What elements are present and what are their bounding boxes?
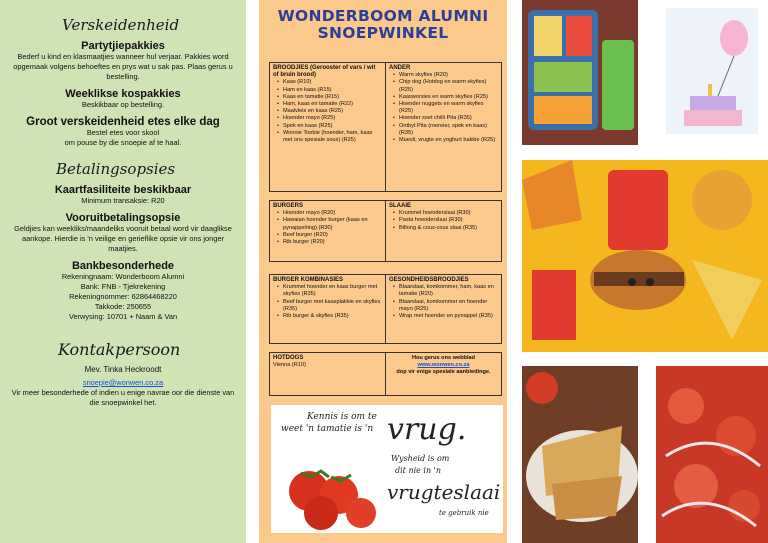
menu-item: • Ontbyt Pita (roereier, spek en kaas) (R35) bbox=[393, 123, 498, 137]
menu-item: Vienna (R10) bbox=[273, 362, 306, 369]
menu-item: • Muesli, vrugte en yoghurt bakkie (R25) bbox=[393, 137, 498, 144]
card-text: Minimum transaksie: R20 bbox=[81, 196, 165, 205]
menu-item: • Krummel hoenderslaai (R30) bbox=[393, 210, 498, 217]
lunchbox-photo bbox=[522, 0, 638, 145]
party-title: Partytjiepakkies bbox=[81, 40, 165, 52]
ander-section bbox=[385, 63, 501, 191]
tomato-salad-photo bbox=[656, 366, 768, 543]
contact-email-link[interactable]: snoepie@wonwen.co.za bbox=[82, 378, 164, 387]
website-link[interactable]: www.wonwen.co.za bbox=[417, 362, 470, 369]
shop-title-line1: WONDERBOOM ALUMNI bbox=[277, 7, 489, 25]
card-title: Kaartfasiliteite beskikbaar bbox=[54, 184, 192, 196]
section-heading: HOTDOGS bbox=[273, 355, 304, 361]
variety-title: Groot verskeidenheid etes elke dag bbox=[26, 116, 220, 128]
menu-item: • Rib burger (R20) bbox=[277, 239, 382, 246]
info-panel bbox=[0, 0, 246, 543]
section-heading: BURGERS bbox=[273, 203, 304, 209]
menu-item: • Hoender soet chilli Pita (R35) bbox=[393, 115, 498, 122]
menu-item: • Chip dog (Hotdog en warm skyfies) (R25) bbox=[393, 79, 498, 93]
notice-text: dop vir enige spesiale aanbiedinge. bbox=[396, 369, 491, 376]
menu-item: • Maalvleis en kaas (R25) bbox=[277, 108, 382, 115]
cartoon-junk-food-illustration bbox=[522, 160, 768, 352]
poster-line3: Wysheid is om bbox=[391, 454, 450, 463]
menu-item: • Hoender nuggets en warm skyfies (R25) bbox=[393, 101, 498, 115]
menu-box-burgers-slaaie bbox=[269, 200, 502, 262]
toasted-sandwich-photo bbox=[522, 366, 638, 543]
poster-line5: te gebruik nie bbox=[439, 509, 489, 517]
poster-big-word: vrug. bbox=[387, 412, 467, 447]
menu-item: • Kaasworsies en warm skyfies (R25) bbox=[393, 94, 498, 101]
weekly-text: Beskikbaar op bestelling. bbox=[81, 100, 165, 109]
menu-item: • Spek en kaas (R25) bbox=[277, 123, 382, 130]
variety-text-1: Bestel etes voor skool bbox=[86, 128, 160, 137]
broodjies-section bbox=[270, 63, 385, 191]
menu-item: • Beef burger met kaasplakkie en skyfies (R35) bbox=[277, 299, 382, 313]
section-heading: BURGER KOMBINASIES bbox=[273, 277, 344, 283]
menu-item: • Pasta hoenderslaai (R30) bbox=[393, 217, 498, 224]
contact-heading: Kontakpersoon bbox=[58, 340, 181, 359]
menu-box-broodjies-ander bbox=[269, 62, 502, 192]
bank-line: Takkode: 250655 bbox=[94, 302, 152, 311]
menu-item: • Wrap met hoender en pynappel (R35) bbox=[393, 313, 498, 320]
menu-item: • Krummel hoender en kaas burger met skyfies (R35) bbox=[277, 284, 382, 298]
menu-item: • Warm skyfies (R20) bbox=[393, 72, 498, 79]
poster-line4: dit nie in 'n bbox=[395, 466, 442, 475]
contact-name: Mev. Tinka Heckroodt bbox=[84, 365, 162, 374]
section-heading: SLAAIE bbox=[389, 203, 412, 209]
menu-item: • Blaarslaai, komkommer en hoender mayo (R25) bbox=[393, 299, 498, 313]
poster-line2: weet 'n tamatie is 'n bbox=[281, 424, 374, 434]
menu-box-hotdogs-notice bbox=[269, 352, 502, 396]
menu-item: • Hoender mayo (R25) bbox=[277, 115, 382, 122]
contact-text: Vir meer besonderhede of indien u enige navrae oor die dienste van die snoepwinkel het. bbox=[11, 388, 235, 407]
bank-line: Rekeningnommer: 62864468220 bbox=[69, 292, 177, 301]
poster-line1: Kennis is om te bbox=[307, 412, 377, 422]
menu-item: • Beef burger (R20) bbox=[277, 232, 382, 239]
burger-combos-section bbox=[270, 275, 385, 343]
menu-item: • Biltong & cous-cous slaai (R35) bbox=[393, 225, 498, 232]
menu-item: • Hawaian hoender burger (kaas en pynappelring) (R30) bbox=[277, 217, 382, 231]
bank-title: Bankbesonderhede bbox=[71, 260, 175, 272]
birthday-cake-illustration bbox=[656, 0, 768, 145]
menu-panel bbox=[259, 0, 507, 543]
services-heading: Verskeidenheid bbox=[62, 16, 180, 34]
menu-item: • Rib burger & skyfies (R35) bbox=[277, 313, 382, 320]
prepay-title: Vooruitbetalingsopsie bbox=[65, 212, 181, 224]
weekly-title: Weeklikse kospakkies bbox=[65, 88, 181, 100]
hotdogs-section bbox=[270, 353, 385, 395]
menu-item: • Kaas en tamatie (R15) bbox=[277, 94, 382, 101]
bank-line: Rekeningnaam: Wonderboom Alumni bbox=[61, 272, 185, 281]
menu-item: • Blaarslaai, komkommer, ham, kaas en tamatie (R20) bbox=[393, 284, 498, 298]
section-heading: GESONDHEIDSBROODJIES bbox=[389, 277, 469, 283]
section-heading: BROODJIES (Gerooster of vars / wit of bruin brood) bbox=[273, 65, 376, 79]
menu-item: • Ham, kaas en tamatie (R22) bbox=[277, 101, 382, 108]
bank-line: Bank: FNB - Tjekrekening bbox=[80, 282, 166, 291]
poster-big-word-2: vrugteslaai bbox=[387, 480, 501, 504]
notice-text: Hou gerus ons webblad bbox=[411, 355, 476, 361]
tomato-quote-poster bbox=[271, 405, 503, 533]
menu-item: • Ham en kaas (R15) bbox=[277, 87, 382, 94]
burgers-section bbox=[270, 201, 385, 261]
health-section bbox=[385, 275, 501, 343]
bank-line: Verwysing: 10701 + Naam & Van bbox=[68, 312, 178, 321]
website-notice bbox=[385, 353, 501, 395]
menu-item: • Kaas (R10) bbox=[277, 79, 382, 86]
shop-title-line2: SNOEPWINKEL bbox=[317, 24, 449, 42]
prepay-text: Geldjies kan weekliks/maandeliks vooruit betaal word vir daaglikse aankope. Hierdie is 'n veilige en gerieflike opsie vir ons jonger maatjies. bbox=[14, 224, 232, 253]
menu-item: • Wonnie Toebie (hoender, ham, kaas met ons spesiale sous) (R25) bbox=[277, 130, 382, 144]
party-text: Bederf u kind en klasmaatjies wanneer hul verjaar. Pakkies word opgemaak volgens behoeftes en prys wat u sak pas. Plaas gerus u bestelling. bbox=[13, 52, 233, 81]
payment-heading: Betalingsopsies bbox=[56, 160, 176, 178]
section-heading: ANDER bbox=[389, 65, 411, 71]
menu-box-combos-health bbox=[269, 274, 502, 344]
variety-text-2: om pouse by die snoepie af te haal. bbox=[64, 138, 182, 147]
tomato-illustration bbox=[271, 405, 503, 533]
slaaie-section bbox=[385, 201, 501, 261]
menu-item: • Hoender mayo (R20) bbox=[277, 210, 382, 217]
